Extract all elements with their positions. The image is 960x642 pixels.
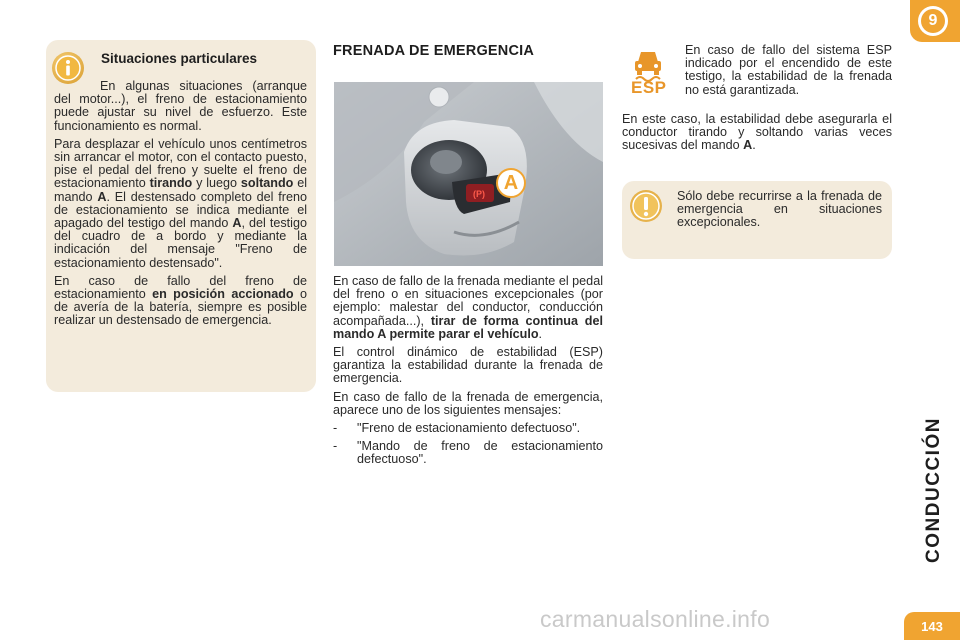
- exclamation-icon: [628, 188, 664, 224]
- frenada-p1: [333, 275, 603, 341]
- bold-text: en posición accionado: [152, 287, 294, 302]
- esp-warning-icon: [628, 46, 668, 98]
- esp-icon-text: ESP: [631, 78, 667, 97]
- situaciones-text: [54, 80, 307, 333]
- watermark: carmanualsonline.info: [540, 606, 771, 632]
- text: En este caso, la estabilidad debe asegurarla el conductor tirando y soltando varias veces sucesivas del mando: [622, 112, 892, 153]
- message-item: [333, 440, 603, 466]
- dash: -: [333, 421, 338, 436]
- text: . El destensado completo del freno de estacionamiento se indica mediante el apagado del testigo del mando: [54, 189, 307, 231]
- situaciones-p3: [54, 275, 307, 328]
- message-text: "Freno de estacionamiento defectuoso".: [357, 421, 581, 436]
- svg-text:(P): (P): [473, 189, 485, 199]
- bold-text: tirar de forma continua del mando A permite parar el vehículo: [333, 313, 603, 341]
- situaciones-p2: [54, 138, 307, 270]
- page-number: 143: [904, 612, 960, 640]
- chapter-number: 9: [921, 9, 945, 33]
- text: Para desplazar el vehículo unos centímetros sin arrancar el motor, con el contacto puesto, pise el pedal del freno y suelte el freno de estacionamiento: [54, 136, 307, 191]
- frenada-p3: En caso de fallo de la frenada de emergencia, aparece uno de los siguientes mensajes:: [333, 389, 603, 417]
- esp-p1: En caso de fallo del sistema ESP indicado por el encendido de este testigo, la estabilidad de la frenada no está garantizada.: [685, 43, 892, 97]
- esp-p2: [622, 113, 892, 153]
- dash: -: [333, 439, 338, 454]
- message-item: [333, 422, 603, 435]
- frenada-title: FRENADA DE EMERGENCIA: [333, 43, 535, 59]
- situaciones-p1: [54, 80, 307, 133]
- frenada-p2: El control dinámico de estabilidad (ESP) garantiza la estabilidad durante la frenada de emergencia.: [333, 345, 603, 386]
- message-text: "Mando de freno de estacionamiento defectuoso".: [357, 439, 603, 467]
- bold-text: A: [232, 216, 242, 231]
- text: En algunas situaciones (arranque del motor...), el freno de estacionamiento puede ajustar su nivel de esfuerzo. Este funcionamiento es normal.: [54, 79, 307, 133]
- frenada-text: [333, 275, 603, 472]
- bold-text: soltando: [240, 176, 294, 191]
- bold-text: A: [743, 138, 753, 153]
- chapter-number-badge: [918, 6, 948, 36]
- parking-brake-photo: [334, 82, 603, 266]
- text: el mando: [54, 176, 307, 204]
- section-label-text: CONDUCCIÓN: [923, 417, 944, 563]
- text: En caso de fallo de la frenada mediante el pedal del freno o en situaciones excepcionales (por ejemplo: malestar del conductor, conducción acompañada...),: [333, 274, 603, 328]
- text: , del testigo del cuadro de a bordo y mediante la indicación del mensaje "Freno de estacionamiento destensado".: [54, 216, 307, 270]
- text: En caso de fallo del freno de estacionamiento: [54, 273, 307, 302]
- warning-text: Sólo debe recurrirse a la frenada de emergencia en situaciones excepcionales.: [677, 189, 882, 230]
- text: .: [752, 138, 756, 153]
- bold-text: A: [97, 189, 107, 204]
- callout-a-label: A: [503, 172, 519, 194]
- text: .: [538, 326, 543, 341]
- bold-text: tirando: [149, 176, 193, 191]
- situaciones-title: Situaciones particulares: [101, 51, 258, 66]
- callout-a-badge: [496, 168, 526, 198]
- text: y luego: [192, 176, 241, 191]
- text: o de avería de la batería, siempre es posible realizar un destensado de emergencia.: [54, 287, 307, 328]
- section-side-label: [894, 360, 960, 620]
